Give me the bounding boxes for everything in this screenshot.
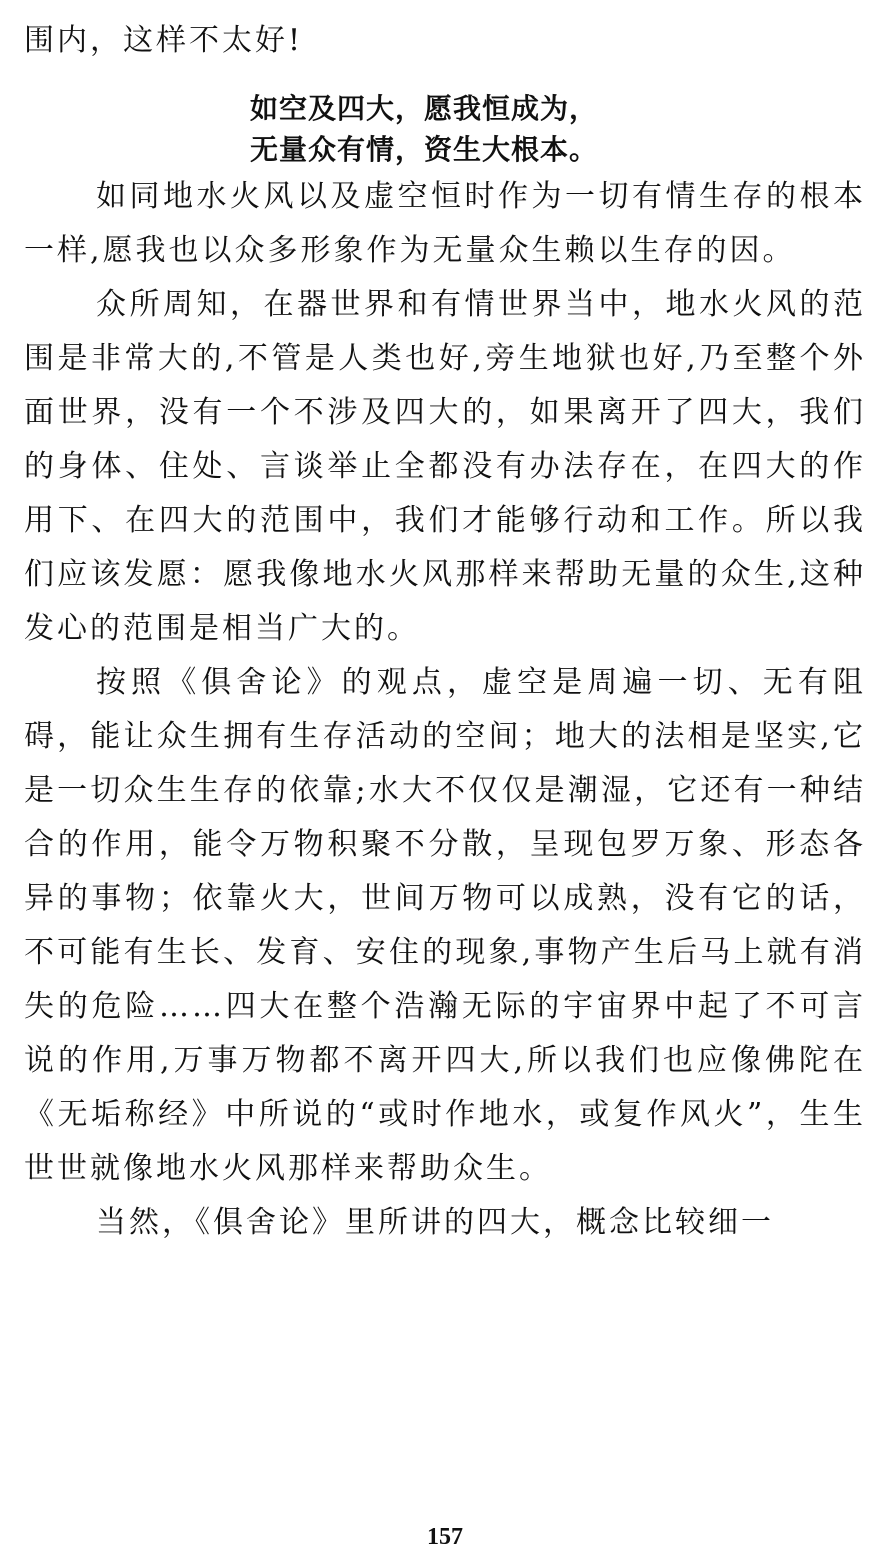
opening-line: 围内，这样不太好! [24,23,304,58]
paragraph-4: 当然，《俱舍论》里所讲的四大，概念比较细一 [96,1205,774,1240]
verse-line-2: 无量众有情，资生大根本。 [250,133,599,166]
paragraph-3: 按照《俱舍论》的观点，虚空是周遍一切、无有阻碍，能让众生拥有生存活动的空间；地大的法相是坚实,它是一切众生生存的依靠;水大不仅仅是潮湿，它还有一种结合的作用，能令万物积聚不分散，呈现包罗万象、形态各异的事物；依靠火大，世间万物可以成熟，没有它的话，不可能有生长、发育、安住的现象,事物产生后马上就有消失的危险……四大在整个浩瀚无际的宇宙界中起了不可言说的作用,万事万物都不离开四大,所以我们也应像佛陀在《无垢称经》中所说的“或时作地水，或复作风火”，生生世世就像地水火风那样来帮助众生。 [24,665,866,1186]
paragraph-1: 如同地水火风以及虚空恒时作为一切有情生存的根本一样,愿我也以众多形象作为无量众生赖以生存的因。 [24,179,866,268]
page-body [24,14,866,1250]
verse-block [250,88,866,170]
page-number: 157 [427,1524,463,1550]
paragraph-2: 众所周知，在器世界和有情世界当中，地水火风的范围是非常大的,不管是人类也好,旁生地狱也好,乃至整个外面世界，没有一个不涉及四大的，如果离开了四大，我们的身体、住处、言谈举止全都没有办法存在，在四大的作用下、在四大的范围中，我们才能够行动和工作。所以我们应该发愿：愿我像地水火风那样来帮助无量的众生,这种发心的范围是相当广大的。 [24,287,866,646]
verse-line-1: 如空及四大，愿我恒成为， [250,92,599,125]
